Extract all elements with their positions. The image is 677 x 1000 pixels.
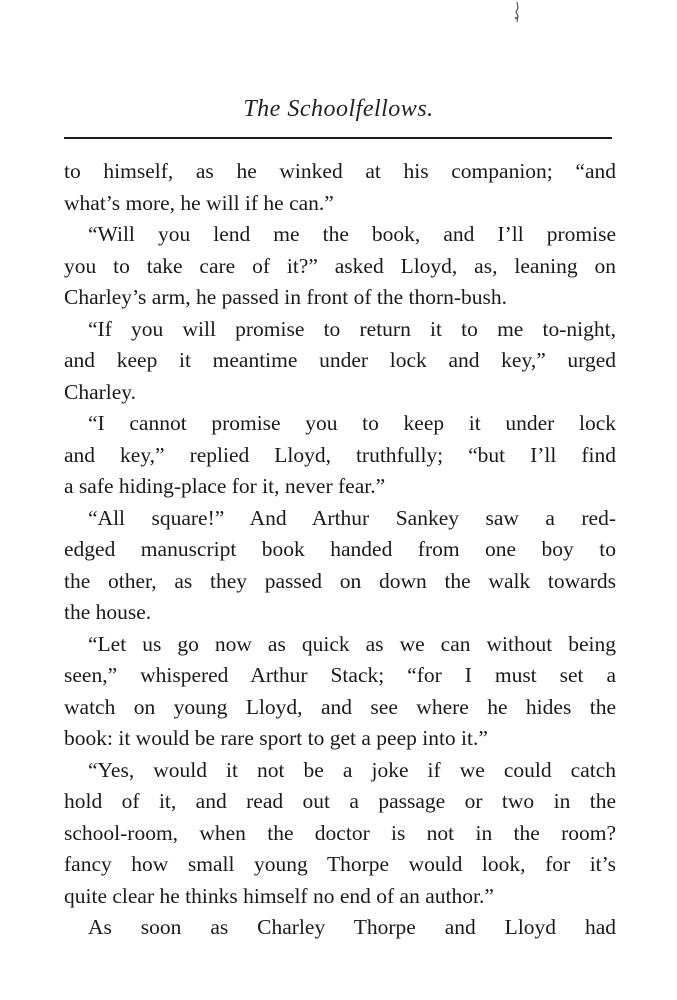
text-line: the other, as they passed on down the walk towards bbox=[64, 568, 616, 593]
text-line: and key,” replied Lloyd, truthfully; “but I’ll find bbox=[64, 442, 616, 467]
text-line: watch on young Lloyd, and see where he hides the bbox=[64, 694, 616, 719]
text-line: and keep it meantime under lock and key,” urged bbox=[64, 348, 616, 372]
body-text bbox=[64, 156, 616, 944]
text-line: “All square!” And Arthur Sankey saw a red- bbox=[88, 505, 616, 530]
text-line: book: it would be rare sport to get a peep into it.” bbox=[64, 726, 488, 750]
text-line: fancy how small young Thorpe would look, for it’s bbox=[64, 852, 616, 876]
text-line: As soon as Charley Thorpe and Lloyd had bbox=[88, 915, 616, 939]
header-rule bbox=[64, 137, 612, 139]
text-line: “I cannot promise you to keep it under lock bbox=[88, 411, 616, 435]
text-line: seen,” whispered Arthur Stack; “for I must set a bbox=[64, 663, 616, 687]
text-line: “Let us go now as quick as we can without being bbox=[88, 631, 616, 656]
text-line: a safe hiding-place for it, never fear.” bbox=[64, 474, 386, 498]
text-line: “If you will promise to return it to me to-night, bbox=[88, 316, 616, 341]
text-line: Charley. bbox=[64, 379, 137, 404]
text-line: “Will you lend me the book, and I’ll promise bbox=[88, 222, 616, 246]
text-line: school-room, when the doctor is not in the room? bbox=[64, 820, 616, 845]
text-line: edged manuscript book handed from one boy to bbox=[64, 537, 616, 561]
text-line: what’s more, he will if he can.” bbox=[64, 190, 334, 215]
text-line: to himself, as he winked at his companion; “and bbox=[64, 159, 616, 183]
text-line: Charley’s arm, he passed in front of the thorn-bush. bbox=[64, 285, 508, 309]
text-line: you to take care of it?” asked Lloyd, as, leaning on bbox=[64, 253, 616, 278]
text-line: the house. bbox=[64, 600, 152, 624]
running-head: The Schoolfellows. bbox=[243, 96, 434, 122]
ink-speck-mark bbox=[510, 0, 524, 26]
text-line: quite clear he thinks himself no end of an author.” bbox=[64, 883, 494, 908]
text-line: “Yes, would it not be a joke if we could catch bbox=[88, 757, 616, 782]
text-line: hold of it, and read out a passage or two in the bbox=[64, 789, 616, 813]
